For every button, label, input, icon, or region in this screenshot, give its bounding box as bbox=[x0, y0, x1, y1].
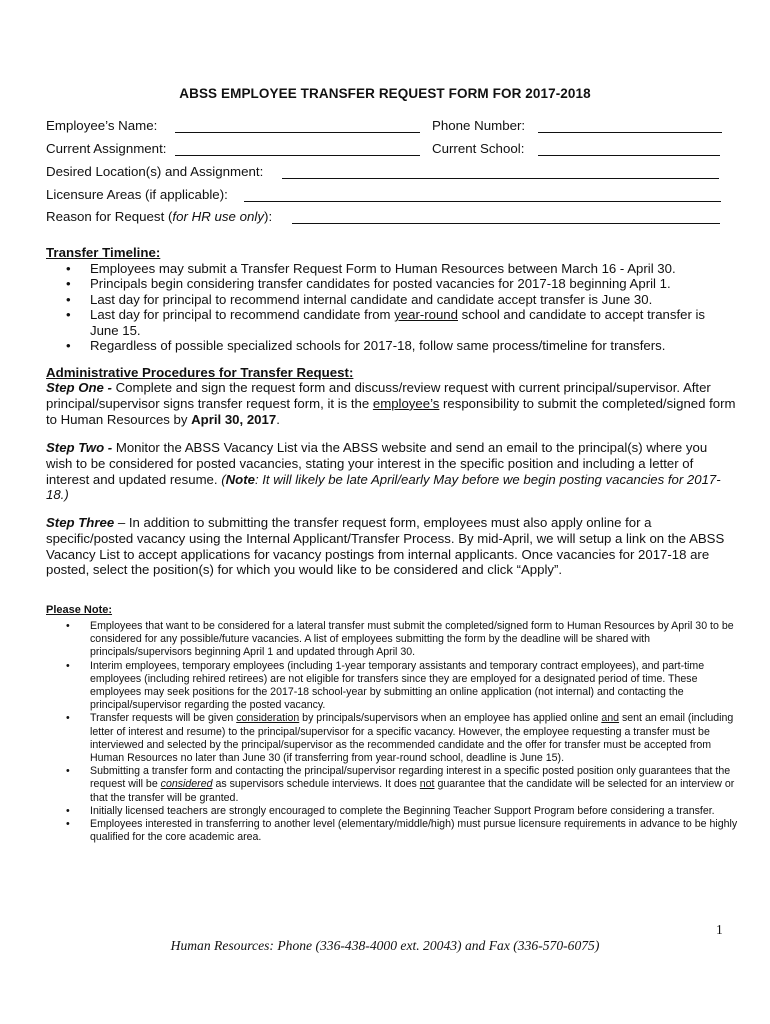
please-note-heading: Please Note: bbox=[46, 604, 113, 616]
step-three-paragraph: Step Three – In addition to submitting the transfer request form, employees must also apply online for a specific/posted vacancy using the Internal Applicant/Transfer Process. By mid-April, we will setup a link on the ABSS Vacancy List to accept applications for vacancy postings from internal applicants. Once vacancies for 2017-18 are posted, select the position(s) for which you would like to be considered and click “Apply”. bbox=[46, 515, 725, 578]
page-footer: Human Resources: Phone (336-438-4000 ext. 20043) and Fax (336-570-6075) bbox=[170, 938, 600, 953]
list-item: • Last day for principal to recommend candidate from year-round school and candidate to accept transfer is June 15. bbox=[66, 307, 706, 338]
desired-location-field[interactable] bbox=[282, 178, 719, 179]
page-number: 1 bbox=[716, 922, 723, 937]
list-item: • Last day for principal to recommend internal candidate and candidate accept transfer is June 30. bbox=[66, 291, 653, 307]
licensure-areas-field[interactable] bbox=[244, 201, 721, 202]
step-two-paragraph: Step Two - Monitor the ABSS Vacancy List via the ABSS website and send an email to the principal(s) where you wish to be considered for posted vacancies, stating your interest in the specific position and including a letter of interest and updated resume. (Note: It will likely be late April/early May before we begin posting vacancies for 2017-18.) bbox=[46, 440, 721, 503]
phone-number-field[interactable] bbox=[538, 132, 722, 133]
current-assignment-label: Current Assignment: bbox=[46, 141, 167, 156]
list-item: • Employees that want to be considered for a lateral transfer must submit the completed/signed form to Human Resources by April 30 to be considered for any possible/future vacancies. A list of employees submitting the form by the deadline will be shared with principals/supervisors beginning April 1 and updated through April 30. bbox=[66, 620, 734, 659]
transfer-timeline-heading: Transfer Timeline: bbox=[46, 245, 161, 260]
transfer-timeline-list bbox=[64, 261, 744, 353]
list-item: • Transfer requests will be given consideration by principals/supervisors when an employee has applied online and sent an email (including letter of interest and resume) to the principal/supervisor for a specific vacancy. However, the employee requesting a transfer must be interviewed and selected by the principal/supervisor as the recommended candidate and the offer for transfer must be accepted from Human Resources no later than June 30 (if transferring from year-round school, deadline is June 15). bbox=[66, 712, 734, 765]
list-item: • Principals begin considering transfer candidates for posted vacancies for 2017-18 beginning April 1. bbox=[66, 276, 671, 292]
licensure-areas-label: Licensure Areas (if applicable): bbox=[46, 187, 228, 202]
procedures-heading: Administrative Procedures for Transfer Request: bbox=[46, 365, 354, 380]
current-assignment-field[interactable] bbox=[175, 155, 420, 156]
employee-name-label: Employee’s Name: bbox=[46, 118, 158, 133]
list-item: • Interim employees, temporary employees (including 1-year temporary assistants and temporary contract employees), and part-time employees (including rehired retirees) are not eligible for transfers since they are employed for a designated period of time. These employees may seek positions for the 2017-18 school-year by submitting an online application (not internal) and contacting the principal/supervisor regarding the posted vacancy. bbox=[66, 659, 705, 712]
list-item: • Initially licensed teachers are strongly encouraged to complete the Beginning Teacher Support Program before considering a transfer. bbox=[66, 804, 715, 817]
reason-label: Reason for Request (for HR use only): bbox=[46, 209, 273, 224]
employee-name-field[interactable] bbox=[175, 132, 420, 133]
current-school-label: Current School: bbox=[432, 141, 525, 156]
desired-location-label: Desired Location(s) and Assignment: bbox=[46, 164, 264, 179]
current-school-field[interactable] bbox=[538, 155, 720, 156]
reason-field[interactable] bbox=[292, 223, 720, 224]
page-title: ABSS EMPLOYEE TRANSFER REQUEST FORM FOR 2017-2018 bbox=[179, 86, 591, 101]
step-one-paragraph: Step One - Complete and sign the request form and discuss/review request with current principal/supervisor. After principal/supervisor signs transfer request form, it is the employee’s responsibility to submit the completed/signed form to Human Resources by April 30, 2017. bbox=[46, 380, 736, 427]
phone-number-label: Phone Number: bbox=[432, 118, 526, 133]
please-note-list bbox=[64, 620, 744, 844]
list-item: • Regardless of possible specialized schools for 2017-18, follow same process/timeline for transfers. bbox=[66, 338, 666, 354]
list-item: • Submitting a transfer form and contacting the principal/supervisor regarding interest in a specific posted position only guarantees that the request will be considered as supervisors schedule interviews. It does not guarantee that the candidate will be selected for an interview or that the transfer will be granted. bbox=[66, 765, 735, 804]
list-item: • Employees may submit a Transfer Request Form to Human Resources between March 16 - April 30. bbox=[66, 261, 676, 276]
list-item: • Employees interested in transferring to another level (elementary/middle/high) must pursue licensure requirements in advance to be highly qualified for the core academic area. bbox=[66, 818, 738, 844]
